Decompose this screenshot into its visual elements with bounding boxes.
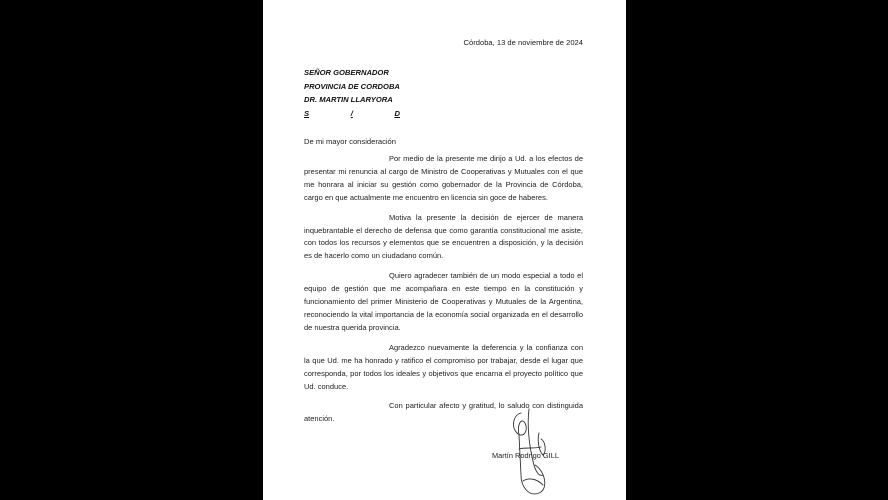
greeting: De mi mayor consideración bbox=[304, 137, 397, 146]
letter-date: Córdoba, 13 de noviembre de 2024 bbox=[463, 38, 583, 47]
recipient-province: PROVINCIA DE CORDOBA bbox=[304, 81, 400, 91]
recipient-name: DR. MARTIN LLARYORA bbox=[304, 95, 393, 104]
sd-s: S bbox=[304, 108, 310, 118]
signatory-name: Martín Rodrigo GILL bbox=[492, 451, 559, 460]
sd-d: D bbox=[394, 108, 400, 118]
letter-page bbox=[263, 0, 626, 500]
recipient-sd bbox=[304, 107, 400, 121]
paragraph: Por medio de la presente me dirijo a Ud. a los efectos de presentar mi renuncia al cargo de Ministro de Cooperativas y Mutuales con el que me honrara al iniciar su gestión como gobernador de la Provincia de Córdoba, cargo en que actualmente me encuentro en licencia sin goce de haberes. bbox=[304, 154, 583, 202]
paragraph: Agradezco nuevamente la deferencia y la confianza con la que Ud. me ha honrado y ratifico el compromiso por trabajar, desde el lugar que corresponda, por todos los ideales y objetivos que encarna el proyecto político que Ud. conduce. bbox=[304, 342, 583, 391]
paragraph: Quiero agradecer también de un modo especial a todo el equipo de gestión que me acompañara en este tiempo en la constitución y funcionamiento del primer Ministerio de Cooperativas y Mutuales de la Argentina, reconociendo la vital importancia de la economía social organizada en el desarrollo de nuestra querida provincia. bbox=[304, 271, 583, 332]
letter-body bbox=[304, 153, 583, 433]
paragraph: Con particular afecto y gratitud, lo saludo con distinguida atención. bbox=[304, 401, 583, 424]
sd-slash: / bbox=[350, 108, 353, 118]
recipient-title: SEÑOR GOBERNADOR bbox=[304, 68, 389, 77]
paragraph: Motiva la presente la decisión de ejercer de manera inquebrantable el derecho de defensa que como garantía constitucional me asiste, con todos los recursos y elementos que se encuentren a disposición, y la decisión es de hacerlo como un ciudadano común. bbox=[304, 212, 583, 261]
recipient-block bbox=[304, 66, 400, 120]
